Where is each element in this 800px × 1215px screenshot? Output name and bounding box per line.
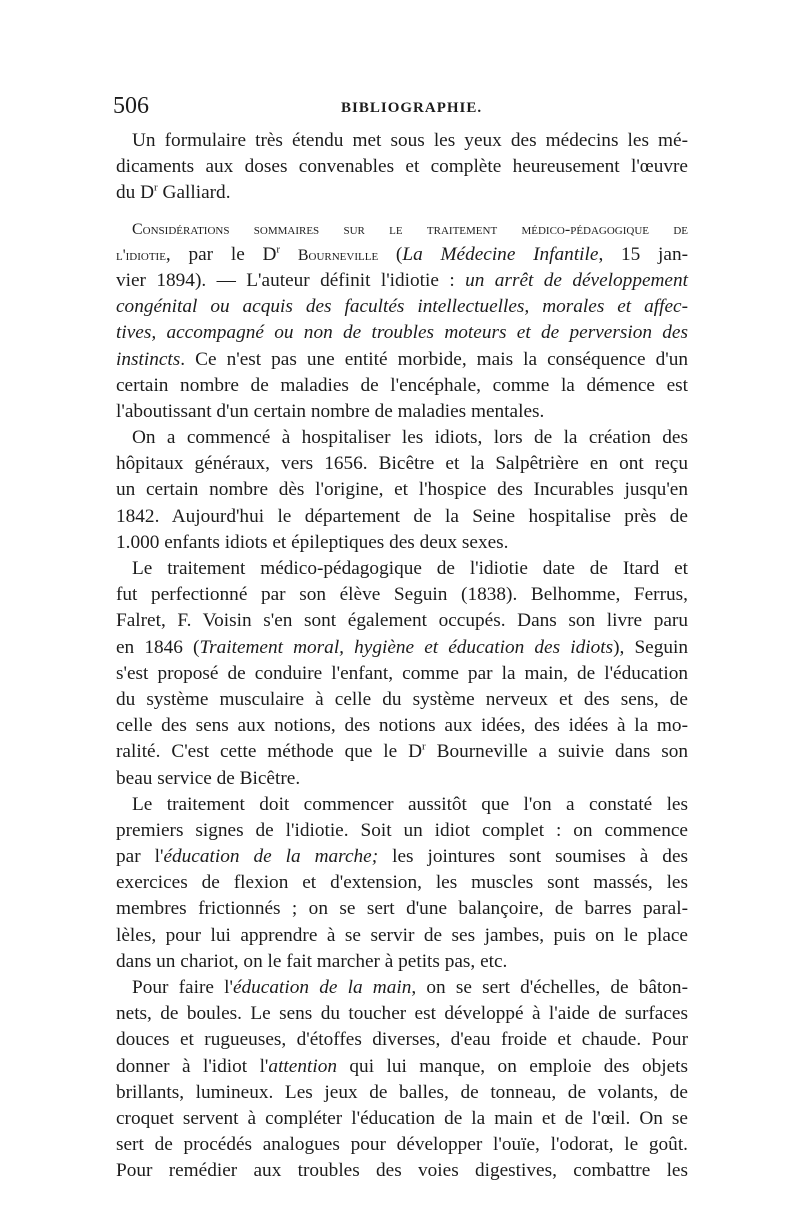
text-line: tives, accompagné ou non de troubles moteurs et de perversion des xyxy=(116,322,688,344)
text-line: dicaments aux doses convenables et complète heureusement l'œuvre xyxy=(116,156,688,178)
article-title: Considérations sommaires sur le traitement médico-pédagogique de xyxy=(132,220,688,238)
text-line: premiers signes de l'idiotie. Soit un idiot complet : on commence xyxy=(116,819,688,841)
text-line: Falret, F. Voisin s'en sont également occupés. Dans son livre paru xyxy=(116,610,688,632)
text-line: fut perfectionné par son élève Seguin (1838). Belhomme, Ferrus, xyxy=(116,584,688,606)
text-line: Le traitement doit commencer aussitôt que l'on a constaté les xyxy=(132,793,688,815)
text-line: beau service de Bicêtre. xyxy=(116,767,301,789)
text-line: celle des sens aux notions, des notions aux idées, des idées à la mo- xyxy=(116,715,688,737)
text-line: Un formulaire très étendu met sous les yeux des médecins les mé- xyxy=(132,130,688,151)
text-line: 1.000 enfants idiots et épileptiques des deux sexes. xyxy=(116,531,509,553)
text-line: du $D^r$ Galliard. xyxy=(116,181,231,204)
text-line: brillants, lumineux. Les jeux de balles, de tonneau, de volants, de xyxy=(116,1081,688,1103)
text-line: vier 1894). — L'auteur définit l'idiotie : un arrêt de développement xyxy=(116,269,688,291)
text-line: Le traitement médico-pédagogique de l'idiotie date de Itard et xyxy=(132,558,688,579)
running-title: BIBLIOGRAPHIE. xyxy=(341,100,483,116)
text-line: dans un chariot, on le fait marcher à petits pas, etc. xyxy=(116,950,508,972)
body-text xyxy=(116,128,688,1185)
page-number: 506 xyxy=(113,93,149,119)
text-line: hôpitaux généraux, vers 1656. Bicêtre et la Salpêtrière en ont reçu xyxy=(116,453,688,475)
text-line: du système musculaire à celle du système nerveux et des sens, de xyxy=(116,688,688,710)
text-line: instincts. Ce n'est pas une entité morbide, mais la conséquence d'un xyxy=(116,348,688,370)
author-name: Bourneville xyxy=(297,246,379,264)
text-line: Pour remédier aux troubles des voies digestives, combattre les xyxy=(116,1160,688,1182)
text-line: Pour faire l'éducation de la main, on se sert d'échelles, de bâton- xyxy=(132,977,688,998)
text-line: On a commencé à hospitaliser les idiots, lors de la création des xyxy=(132,427,688,449)
text-line: l'idiotie, par le $D^r$ Bourneville (La Médecine Infantile, 15 jan- xyxy=(116,243,689,265)
text-line: lèles, pour lui apprendre à se servir de ses jambes, puis on le place xyxy=(116,924,688,946)
text-line: sert de procédés analogues pour développer l'ouïe, l'odorat, le goût. xyxy=(116,1134,688,1156)
text-line: l'aboutissant d'un certain nombre de maladies mentales. xyxy=(116,400,545,422)
text-line: donner à l'idiot l'attention qui lui manque, on emploie des objets xyxy=(116,1055,688,1077)
text-line: exercices de flexion et d'extension, les muscles sont massés, les xyxy=(116,872,688,894)
text-line: croquet servent à compléter l'éducation de la main et de l'œil. On se xyxy=(116,1107,688,1129)
text-line: s'est proposé de conduire l'enfant, comme par la main, de l'éducation xyxy=(116,662,688,684)
text-line: nets, de boules. Le sens du toucher est développé à l'aide de surfaces xyxy=(116,1003,688,1025)
text-line: certain nombre de maladies de l'encéphale, comme la démence est xyxy=(116,374,688,396)
page-header xyxy=(113,92,713,122)
source-title: La Médecine Infantile xyxy=(402,243,599,265)
text-line: membres frictionnés ; on se sert d'une balançoire, de barres paral- xyxy=(116,898,688,920)
text-line: douces et rugueuses, d'étoffes diverses, d'eau froide et chaude. Pour xyxy=(116,1029,688,1051)
text-line: par l'éducation de la marche; les jointures sont soumises à des xyxy=(116,846,688,868)
text-line: 1842. Aujourd'hui le département de la Seine hospitalise près de xyxy=(116,505,688,527)
text-line: un certain nombre dès l'origine, et l'hospice des Incurables jusqu'en xyxy=(116,479,688,501)
text-line: ralité. C'est cette méthode que le $D^r$ Bourneville a suivie dans son xyxy=(116,740,688,763)
text-line: en 1846 (Traitement moral, hygiène et éducation des idiots), Seguin xyxy=(116,636,689,658)
text-line: congénital ou acquis des facultés intellectuelles, morales et affec- xyxy=(116,296,688,318)
